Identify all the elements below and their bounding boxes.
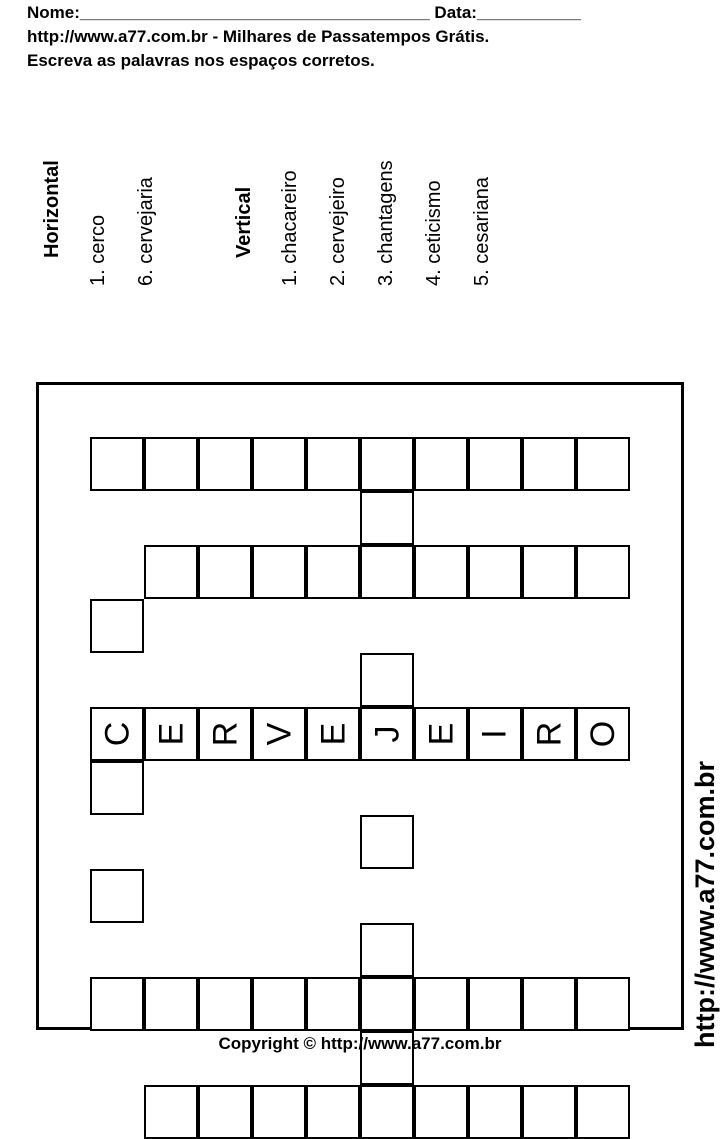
grid-cell[interactable] xyxy=(468,977,522,1031)
grid-cell[interactable] xyxy=(468,545,522,599)
grid-cell[interactable] xyxy=(306,545,360,599)
grid-cell[interactable] xyxy=(576,1085,630,1139)
site-line: http://www.a77.com.br - Milhares de Passatempos Grátis. xyxy=(27,27,490,46)
grid-cell[interactable] xyxy=(414,545,468,599)
grid-cell[interactable] xyxy=(360,491,414,545)
grid-cell[interactable] xyxy=(90,977,144,1031)
grid-cell[interactable] xyxy=(360,1085,414,1139)
grid-cell[interactable] xyxy=(360,923,414,977)
grid-cell[interactable] xyxy=(306,707,360,761)
grid-letter: E xyxy=(152,722,190,746)
grid-cell[interactable] xyxy=(198,977,252,1031)
vertical-title: Vertical xyxy=(233,186,255,258)
grid-cell[interactable] xyxy=(252,977,306,1031)
grid-cell[interactable] xyxy=(306,977,360,1031)
instruction-line: Escreva as palavras nos espaços corretos. xyxy=(27,51,375,70)
grid-cell[interactable] xyxy=(468,707,522,761)
grid-cell[interactable] xyxy=(360,653,414,707)
grid-cell[interactable] xyxy=(198,545,252,599)
grid-cell[interactable] xyxy=(90,437,144,491)
grid-cell[interactable] xyxy=(252,707,306,761)
grid-cell[interactable] xyxy=(414,1085,468,1139)
grid-cell[interactable] xyxy=(90,869,144,923)
grid-cell[interactable] xyxy=(414,977,468,1031)
grid-cell[interactable] xyxy=(522,437,576,491)
grid-letter: R xyxy=(530,721,568,747)
grid-cell[interactable] xyxy=(144,977,198,1031)
grid-cell[interactable] xyxy=(306,1085,360,1139)
grid-cell[interactable] xyxy=(144,1085,198,1139)
grid-cell[interactable] xyxy=(90,707,144,761)
grid-cell[interactable] xyxy=(468,1085,522,1139)
grid-cell[interactable] xyxy=(198,437,252,491)
grid-cell[interactable] xyxy=(522,977,576,1031)
grid-letter: C xyxy=(98,721,136,747)
grid-cell[interactable] xyxy=(90,599,144,653)
grid-cell[interactable] xyxy=(144,545,198,599)
vertical-clue-4: 4. ceticismo xyxy=(423,180,445,286)
grid-letter: E xyxy=(314,722,352,746)
grid-cell[interactable] xyxy=(576,545,630,599)
side-url: http://www.a77.com.br xyxy=(690,760,720,1048)
grid-cell[interactable] xyxy=(522,1085,576,1139)
grid-cell[interactable] xyxy=(360,437,414,491)
grid-cell[interactable] xyxy=(522,545,576,599)
grid-cell[interactable] xyxy=(144,707,198,761)
name-date-line: Nome:_____________________________________ Data:___________ xyxy=(27,3,581,22)
vertical-clue-2: 2. cervejeiro xyxy=(327,177,349,286)
grid-cell[interactable] xyxy=(576,977,630,1031)
horizontal-title: Horizontal xyxy=(41,160,63,258)
grid-cell[interactable] xyxy=(414,437,468,491)
grid-letter: V xyxy=(260,722,298,746)
grid-letter: R xyxy=(206,721,244,747)
grid-cell[interactable] xyxy=(144,437,198,491)
grid-cell[interactable] xyxy=(468,437,522,491)
vertical-clue-1: 1. chacareiro xyxy=(279,170,301,286)
grid-cell[interactable] xyxy=(252,545,306,599)
vertical-clue-5: 5. cesariana xyxy=(471,177,493,286)
grid-cell[interactable] xyxy=(360,545,414,599)
horizontal-clue-1: 1. cerco xyxy=(87,214,109,286)
grid-cell[interactable] xyxy=(360,977,414,1031)
grid-letter: E xyxy=(422,722,460,746)
vertical-clue-3: 3. chantagens xyxy=(375,160,397,286)
grid-cell[interactable] xyxy=(90,761,144,815)
grid-cell[interactable] xyxy=(198,707,252,761)
grid-cell[interactable] xyxy=(252,1085,306,1139)
copyright-footer: Copyright © http://www.a77.com.br xyxy=(218,1034,502,1053)
horizontal-clue-6: 6. cervejaria xyxy=(135,177,157,286)
grid-letter: O xyxy=(583,720,622,748)
grid-cell[interactable] xyxy=(198,1085,252,1139)
grid-cell[interactable] xyxy=(360,707,414,761)
grid-cell[interactable] xyxy=(252,437,306,491)
grid-cell[interactable] xyxy=(306,437,360,491)
grid-cell[interactable] xyxy=(576,437,630,491)
grid-cell[interactable] xyxy=(360,815,414,869)
grid-cell[interactable] xyxy=(576,707,630,761)
grid-letter: J xyxy=(368,725,406,743)
grid-letter: I xyxy=(475,729,514,739)
grid-cell[interactable] xyxy=(522,707,576,761)
grid-cell[interactable] xyxy=(414,707,468,761)
